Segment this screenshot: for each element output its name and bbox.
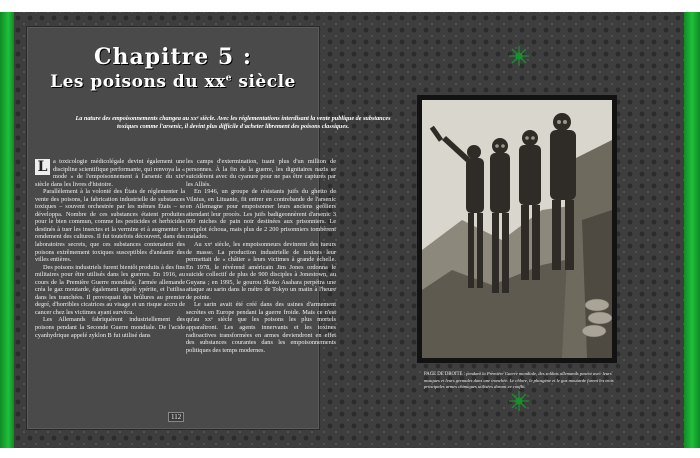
paragraph: Parallèlement à la volonté des États de réglementer la vente des poisons, la fabrication industrielle de substances toxiques – souvent orchestrée par les mêmes États – se développa. Nombre de ces substances étaient produites pour le bien commun, comme les pesticides et herbicides destinés à tuer les insectes et la vermine et à augmenter le rendement des cultures. Il fut toutefois découvert, dans des laboratoires secrets, que ces substances contenaient des poisons extrêmement toxiques susceptibles d'anéantir des villes entières. — [35, 188, 185, 264]
chapter-lead: La nature des empoisonnements changea au xxᵉ siècle. Avec les réglementations interdisant la vente publique de substances toxiques comme l'arsenic, il devint plus difficile d'acheter librement des poisons classiques. — [75, 115, 391, 131]
paragraph: Des poisons industriels furent bientôt produits à des fins militaires pour être utilisés dans les guerres. En 1916, au cours de la Première Guerre mondiale, l'armée allemande créa le gaz moutarde, également appelé ypérite, et l'utilisa dans les tranchées. Il provoquait des brûlures au premier degré, d'horribles cicatrices au visage et un risque accru de cancer chez les victimes ayant survécu. — [35, 263, 185, 316]
paragraph: Les Allemands fabriquèrent industriellement des poisons pendant la Seconde Guerre mondiale. De l'acide cyanhydrique appelé zyklon B fut utilisé dans — [35, 316, 185, 339]
paragraph: En 1946, un groupe de résistants juifs du ghetto de Vilnius, en Lituanie, fit entrer en contrebande de l'arsenic en Allemagne pour empoisonner leurs anciens geôliers attendant leur procès. Les juifs badigeonnèrent d'arsenic 3 000 miches de pain noir destinées aux prisonniers. Le complot échoua, mais plus de 2 200 prisonniers tombèrent malades. — [186, 188, 336, 241]
text-column-right — [186, 158, 336, 354]
chapter-title-end: siècle — [231, 72, 296, 92]
photo-illustration — [422, 100, 612, 358]
paragraph: Au xxᵉ siècle, les empoisonneurs devinrent des tueurs de masse. La production industrielle de toxines leur permettait de « châtier » leurs victimes à grande échelle. En 1978, le révérend américain Jim Jones ordonna le suicide collectif de plus de 900 disciples à Jonestown, au Guyana ; en 1995, le gourou Shoko Asahara perpétra une attaque au sarin dans le métro de Tokyo un matin à l'heure de pointe. — [186, 241, 336, 301]
page-number: 112 — [168, 412, 184, 422]
paragraph: les camps d'extermination, tuant plus d'un million de personnes. À la fin de la guerre, les dignitaires nazis se suicidèrent avec du cyanure pour ne pas être capturés par les Alliés. — [186, 158, 336, 188]
photo-frame — [417, 95, 617, 363]
paragraph: Le sarin avait été créé dans des usines d'armement secrètes en Europe pendant la guerre froide. Mais ce n'est qu'au xxᵉ siècle que les poisons les plus mortels apparaîtront. Les agents innervants et les toxines radioactives transformées en armes deviendront en effet des substances courantes dans les empoisonnements politiques des temps modernes. — [186, 301, 336, 354]
chapter-title-superscript: e — [225, 73, 232, 84]
chapter-number: Chapitre 5 : — [94, 44, 252, 70]
caption-lead: PAGE DE DROITE : — [424, 372, 465, 377]
text-column-left — [35, 158, 185, 339]
ww1-soldiers-photo — [422, 100, 612, 358]
drop-cap: L — [35, 159, 50, 175]
paragraph — [35, 158, 185, 188]
caption-text: pendant la Première Guerre mondiale, des soldats allemands posent avec leurs masques et leurs grenades dans une tranchée. Le chlore, le phosgène et le gaz moutarde furent les trois principales armes chimiques utilisées durant ce conflit. — [424, 371, 614, 390]
photo-caption — [424, 371, 624, 391]
paragraph-text: a toxicologie médicolégale devint également une discipline scientifique performante, qui renvoya la « mode » de l'empoisonnement à l'arsenic du xixᵉ siècle dans les livres d'histoire. — [35, 158, 185, 188]
chapter-title-main: Les poisons du xx — [50, 72, 226, 92]
